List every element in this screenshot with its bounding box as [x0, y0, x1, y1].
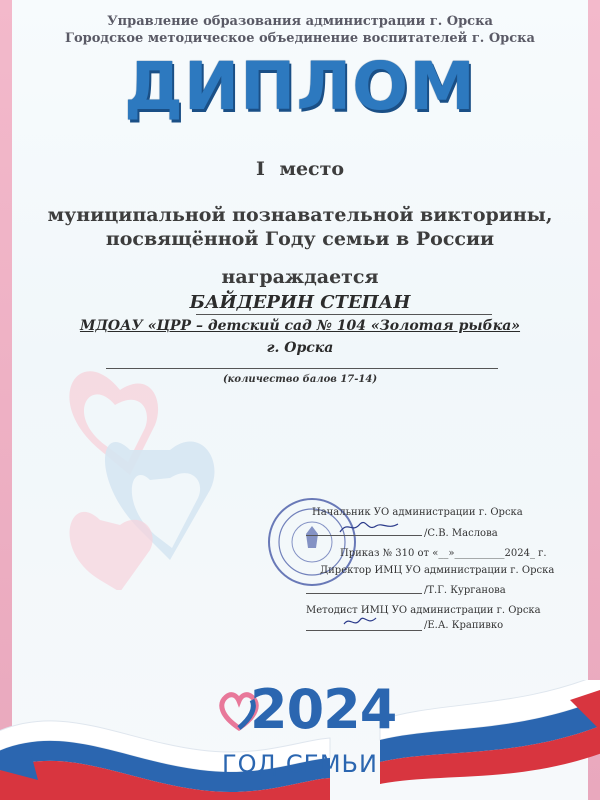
city-underline [106, 368, 498, 369]
diploma-title: ДИПЛОМ [124, 48, 476, 125]
header-line-1: Управление образования администрации г. Орска [107, 14, 493, 29]
place-label: I место [255, 158, 345, 180]
header-line-2: Городское методическое объединение воспитателей г. Орска [65, 31, 535, 46]
score-note: (количество балов 17-14) [222, 374, 378, 385]
competition-line-1: муниципальной познавательной викторины, [47, 204, 553, 226]
imc-head-title: Директор ИМЦ УО администрации г. Орска [320, 565, 555, 576]
head-name: /С.В. Маслова [424, 528, 498, 539]
signature-2-icon [340, 612, 380, 630]
methodist-sign-rule [306, 630, 422, 631]
recipient-name: БАЙДЕРИН СТЕПАН [189, 292, 411, 313]
recipient-city: г. Орска [266, 340, 334, 356]
imc-head-name: /Т.Г. Курганова [424, 585, 506, 596]
footer-caption: ГОД СЕМЬИ [222, 750, 378, 778]
hearts-decoration-icon [60, 330, 300, 590]
methodist-title: Методист ИМЦ УО администрации г. Орска [306, 605, 541, 616]
head-title: Начальник УО администрации г. Орска [312, 507, 523, 518]
imc-head-sign-rule [306, 593, 422, 594]
name-underline [196, 314, 492, 315]
methodist-name: /Е.А. Крапивко [424, 620, 504, 631]
competition-line-2: посвящённой Году семьи в России [105, 228, 495, 250]
recipient-organization: МДОАУ «ЦРР – детский сад № 104 «Золотая рыбка» [79, 318, 521, 334]
footer-year: 2024 [250, 678, 397, 741]
signature-1-icon [338, 518, 400, 536]
awarded-label: награждается [221, 266, 379, 288]
order-line: Приказ № 310 от «__»__________2024_ г. [340, 548, 547, 559]
